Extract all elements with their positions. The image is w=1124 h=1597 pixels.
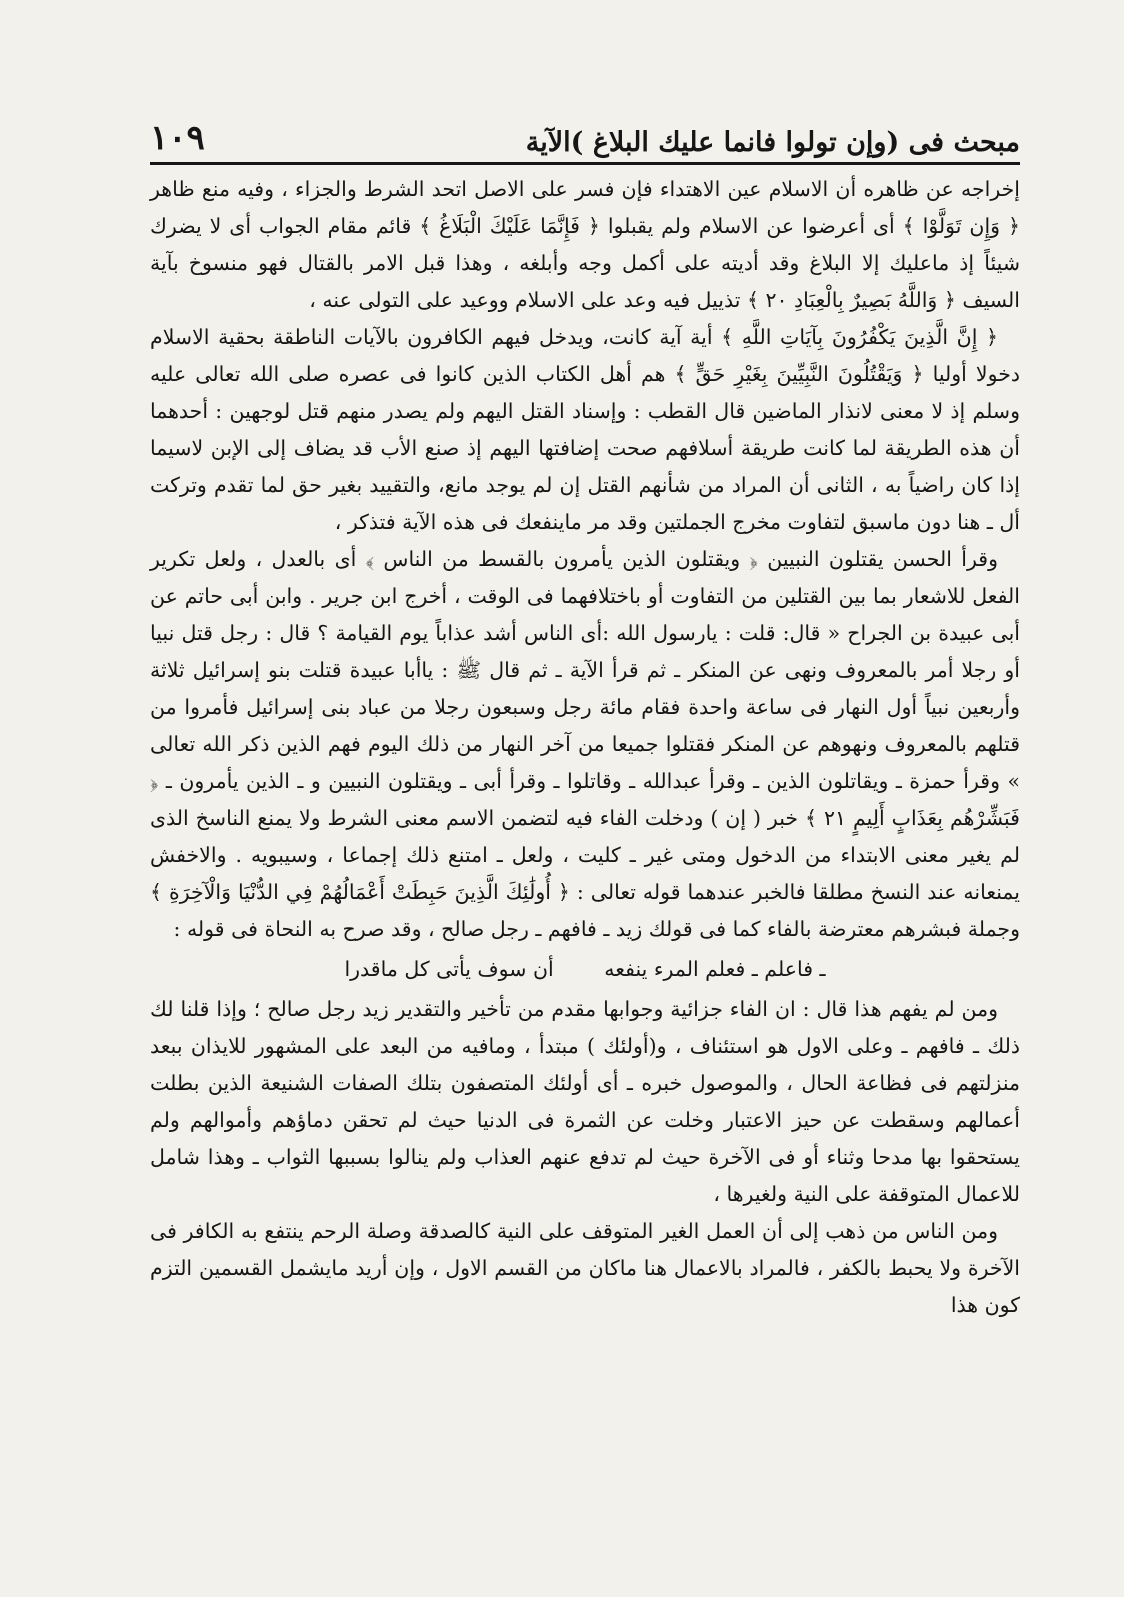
verse-first-hemistich: ـ فاعلم ـ فعلم المرء ينفعه xyxy=(604,957,826,981)
paragraph: وقرأ الحسن يقتلون النبيين ﴿ ويقتلون الذين يأمرون بالقسط من الناس ﴾ أى بالعدل ، ولعل تكرير الفعل للاشعار بما بين القتلين من التفاوت أو باختلافهما فى الوقت ، أخرج ابن جرير . وابن أبى حاتم عن أبى عبيدة بن الجراح « قال: قلت : يارسول الله :أى الناس أشد عذاباً يوم القيامة ؟ قال : رجل قتل نبيا أو رجلا أمر بالمعروف ونهى عن المنكر ـ ثم قرأ الآية ـ ثم قال ﷺ : ياأبا عبيدة قتلت بنو إسرائيل ثلاثة وأربعين نبياً أول النهار فى ساعة واحدة فقام مائة رجل وسبعون رجلا من عباد بنى إسرائيل فأمروا من قتلهم بالمعروف ونهوهم عن المنكر فقتلوا جميعا من آخر النهار من ذلك اليوم فهم الذين ذكر الله تعالى » وقرأ حمزة ـ ويقاتلون الذين ـ وقرأ عبدالله ـ وقاتلوا ـ وقرأ أبى ـ ويقتلون النبيين و ـ الذين يأمرون ـ ﴿ فَبَشِّرْهُم بِعَذَابٍ أَلِيمٍ ٢١ ﴾ خبر ( إن ) ودخلت الفاء فيه لتضمن الاسم معنى الشرط ولا يمنع الناسخ الذى لم يغير معنى الابتداء من الدخول ومتى غير ـ كليت ، ولعل ـ امتنع ذلك إجماعا ، وسيبويه . والاخفش يمنعانه عند النسخ مطلقا فالخبر عندهما قوله تعالى : ﴿ أُولَٰئِكَ الَّذِينَ حَبِطَتْ أَعْمَالُهُمْ فِي الدُّنْيَا وَالْآخِرَةِ ﴾ وجملة فبشرهم معترضة بالفاء كما فى قولك زيد ـ فافهم ـ رجل صالح ، وقد صرح به النحاة فى قوله : xyxy=(150,547,1020,941)
page-body xyxy=(150,171,1020,1324)
paragraph: إخراجه عن ظاهره أن الاسلام عين الاهتداء فإن فسر على الاصل اتحد الشرط والجزاء ، وفيه منع ظاهر ﴿ وَإِن تَوَلَّوْا ﴾ أى أعرضوا عن الاسلام ولم يقبلوا ﴿ فَإِنَّمَا عَلَيْكَ الْبَلَاغُ ﴾ قائم مقام الجواب أى لا يضرك شيئاً إذ ماعليك إلا البلاغ وقد أديته على أكمل وجه وأبلغه ، وهذا قبل الامر بالقتال فهو منسوخ بآية السيف ﴿ وَاللَّهُ بَصِيرٌ بِالْعِبَادِ ٢٠ ﴾ تذييل فيه وعد على الاسلام ووعيد على التولى عنه ، xyxy=(150,177,1020,312)
page-header xyxy=(150,112,1020,158)
verse-second-hemistich: أن سوف يأتى كل ماقدرا xyxy=(344,957,554,981)
paragraph: ﴿ إِنَّ الَّذِينَ يَكْفُرُونَ بِآيَاتِ اللَّهِ ﴾ أية آية كانت، ويدخل فيهم الكافرون بالآيات الناطقة بحقية الاسلام دخولا أوليا ﴿ وَيَقْتُلُونَ النَّبِيِّينَ بِغَيْرِ حَقٍّ ﴾ هم أهل الكتاب الذين كانوا فى عصره صلى الله تعالى عليه وسلم إذ لا معنى لانذار الماضين قال القطب : وإسناد القتل اليهم ولم يصدر منهم قتل لوجهين : أحدهما أن هذه الطريقة لما كانت طريقة أسلافهم صحت إضافتها اليهم إذ صنع الأب قد يضاف إلى الإبن لاسيما إذا كان راضياً به ، الثانى أن المراد من شأنهم القتل إن لم يوجد مانع، والتقييد بغير حق لما تقدم وتركت أل ـ هنا دون ماسبق لتفاوت مخرج الجملتين وقد مر ماينفعك فى هذه الآية فتذكر ، xyxy=(150,325,1020,534)
paragraph: ومن الناس من ذهب إلى أن العمل الغير المتوقف على النية كالصدقة وصلة الرحم ينتفع به الكافر فى الآخرة ولا يحبط بالكفر ، فالمراد بالاعمال هنا ماكان من القسم الاول ، وإن أريد مايشمل القسمين التزم كون هذا xyxy=(150,1219,1020,1317)
paragraph: ومن لم يفهم هذا قال : ان الفاء جزائية وجوابها مقدم من تأخير والتقدير زيد رجل صالح ؛ وإذا قلنا لك ذلك ـ فافهم ـ وعلى الاول هو استئناف ، و(أولئك ) مبتدأ ، ومافيه من البعد على المشهور للايذان ببعد منزلتهم فى فظاعة الحال ، والموصول خبره ـ أى أولئك المتصفون بتلك الصفات الشنيعة الذين بطلت أعمالهم وسقطت عن حيز الاعتبار وخلت عن الثمرة فى الدنيا حيث لم تحقن دماؤهم وأموالهم ولم يستحقوا بها مدحا وثناء أو فى الآخرة حيث لم تدفع عنهم العذاب ولم ينالوا بسببها الثواب ـ وهذا شامل للاعمال المتوقفة على النية ولغيرها ، xyxy=(150,997,1020,1206)
poetry-verse xyxy=(150,948,1020,991)
page-number: ١٠٩ xyxy=(150,118,205,158)
header-rule xyxy=(150,162,1020,165)
running-title: مبحث فى (وإن تولوا فانما عليك البلاغ )الآية xyxy=(525,127,1020,158)
